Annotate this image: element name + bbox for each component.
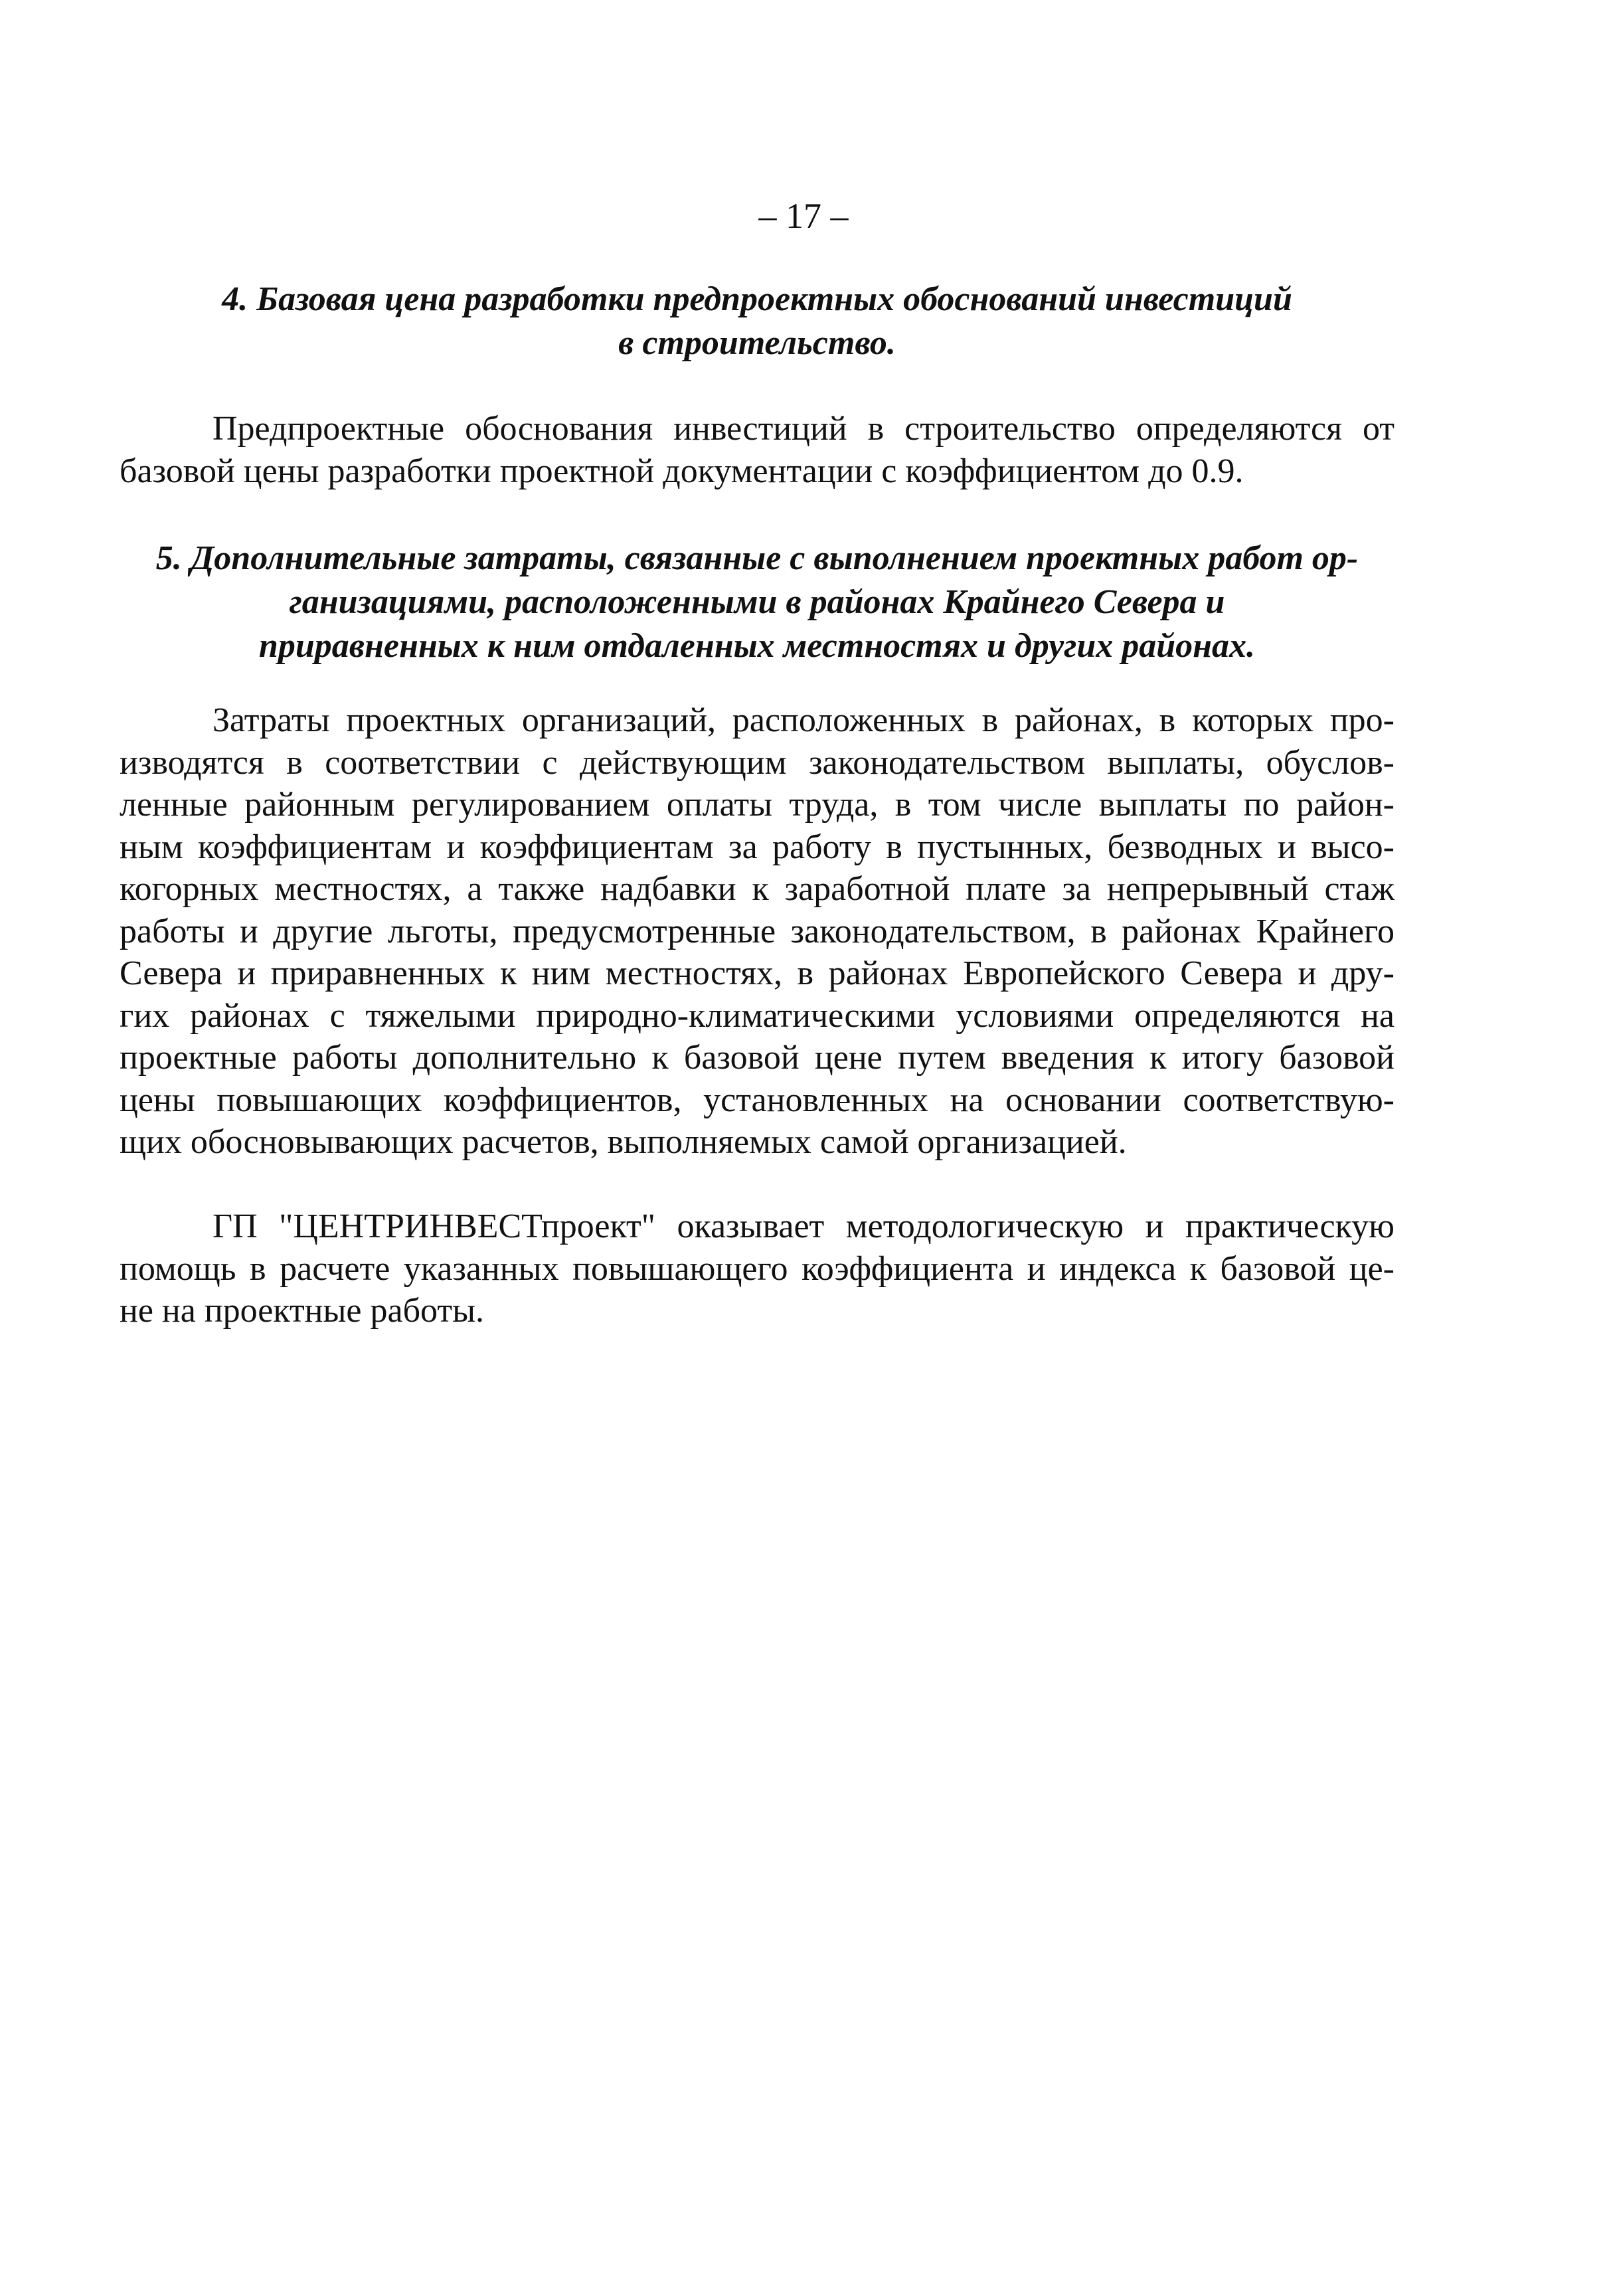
paragraph-line: когорных местностях, а также надбавки к заработной плате за непрерывный стаж (120, 870, 1395, 908)
section-4-heading-line: 4. Базовая цена разработки предпроектных обоснований инвестиций (222, 280, 1292, 318)
paragraph-line: помощь в расчете указанных повышающего коэффициента и индекса к базовой це- (120, 1249, 1395, 1288)
section-5-paragraph (120, 699, 1395, 1164)
paragraph-line: гих районах с тяжелыми природно-климатическими условиями определяются на (120, 996, 1395, 1035)
paragraph-line: цены повышающих коэффициентов, установленных на основании соответствую- (120, 1081, 1395, 1119)
paragraph-line: работы и другие льготы, предусмотренные законодательством, в районах Крайнего (120, 912, 1395, 950)
section-5-heading (120, 537, 1395, 668)
paragraph-line: ленные районным регулированием оплаты труда, в том числе выплаты по район- (120, 786, 1395, 824)
paragraph-line: не на проектные работы. (120, 1292, 485, 1330)
paragraph-line: базовой цены разработки проектной документации с коэффициентом до 0.9. (120, 452, 1244, 490)
paragraph-line: щих обосновывающих расчетов, выполняемых самой организацией. (120, 1123, 1127, 1161)
section-4-heading-line: в строительство. (618, 324, 896, 362)
paragraph-line: ным коэффициентам и коэффициентам за работу в пустынных, безводных и высо- (120, 828, 1395, 866)
paragraph-line: Затраты проектных организаций, расположенных в районах, в которых про- (212, 701, 1395, 739)
section-5-heading-line: приравненных к ним отдаленных местностях и других районах. (258, 627, 1256, 665)
paragraph-line: изводятся в соответствии с действующим законодательством выплаты, обуслов- (120, 743, 1395, 782)
section-5-heading-line: ганизациями, расположенными в районах Крайнего Севера и (289, 583, 1225, 621)
paragraph-line: Предпроектные обоснования инвестиций в строительство определяются от (212, 410, 1395, 448)
paragraph-line: проектные работы дополнительно к базовой цене путем введения к итогу базовой (120, 1039, 1395, 1077)
section-4-paragraph (120, 408, 1395, 492)
paragraph-line: Севера и приравненных к ним местностях, в районах Европейского Севера и дру- (120, 954, 1395, 992)
paragraph-line: ГП "ЦЕНТРИНВЕСТпроект" оказывает методологическую и практическую (212, 1207, 1395, 1245)
section-4-heading (120, 278, 1395, 365)
page-number: – 17 – (758, 196, 849, 236)
section-5-heading-line: 5. Дополнительные затраты, связанные с выполнением проектных работ ор- (155, 539, 1359, 577)
assistance-paragraph (120, 1205, 1395, 1332)
